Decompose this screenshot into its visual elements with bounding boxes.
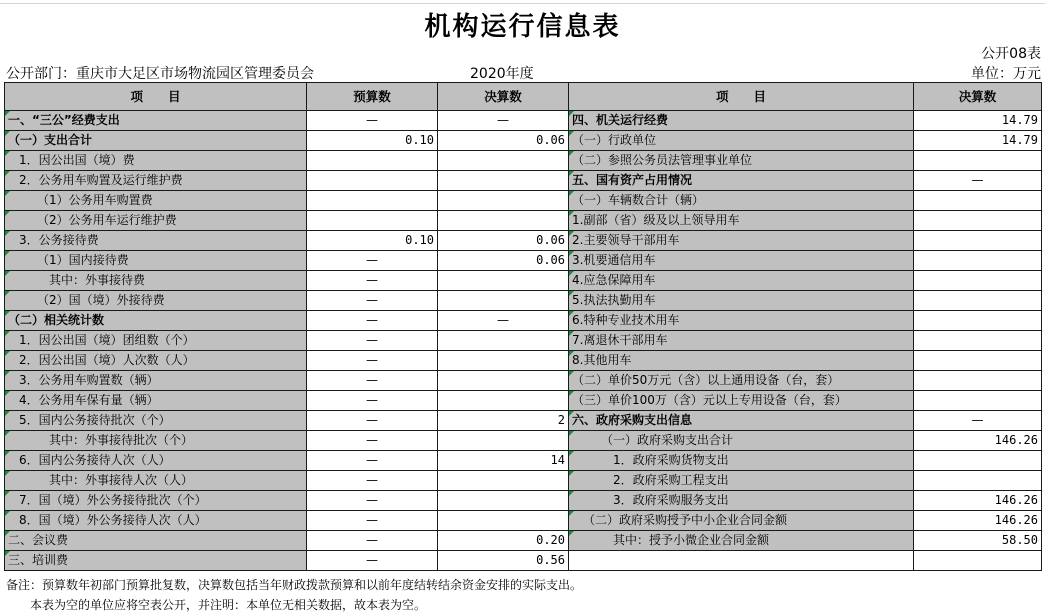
table-row	[5, 351, 1042, 371]
right-final-cell[interactable]	[914, 291, 1042, 311]
table-row	[5, 251, 1042, 271]
right-final-cell[interactable]: 14.79	[914, 131, 1042, 151]
table-row	[5, 471, 1042, 491]
info-table	[4, 82, 1042, 571]
form-number: 公开08表	[981, 46, 1041, 62]
budget-cell[interactable]: —	[307, 311, 438, 331]
final-cell[interactable]	[438, 191, 569, 211]
right-item-label[interactable]: （三）单价100万（含）元以上专用设备（台，套）	[569, 391, 914, 411]
left-item-label[interactable]: 其中：外事接待人次（人）	[5, 471, 307, 491]
table-row	[5, 131, 1042, 151]
right-final-cell[interactable]	[914, 331, 1042, 351]
right-item-label[interactable]: 四、机关运行经费	[569, 111, 914, 131]
table-row	[5, 231, 1042, 251]
left-item-label[interactable]: （2）公务用车运行维护费	[5, 211, 307, 231]
right-final-cell[interactable]	[914, 211, 1042, 231]
left-item-label[interactable]: 3．公务用车购置数（辆）	[5, 371, 307, 391]
left-item-label[interactable]: 7．国（境）外公务接待批次（个）	[5, 491, 307, 511]
final-cell[interactable]: 0.20	[438, 531, 569, 551]
final-cell[interactable]	[438, 331, 569, 351]
right-final-cell[interactable]	[914, 151, 1042, 171]
header-item-right[interactable]: 项 目	[569, 83, 914, 111]
right-final-cell[interactable]: 146.26	[914, 491, 1042, 511]
header-budget[interactable]: 预算数	[307, 83, 438, 111]
left-item-label[interactable]: 2．因公出国（境）人次数（人）	[5, 351, 307, 371]
right-item-label[interactable]: 7.离退休干部用车	[569, 331, 914, 351]
final-cell[interactable]	[438, 211, 569, 231]
final-cell[interactable]: 0.06	[438, 231, 569, 251]
budget-cell[interactable]: —	[307, 551, 438, 571]
unit-label: 单位：万元	[971, 66, 1041, 82]
right-item-label[interactable]: （二）单价50万元（含）以上通用设备（台，套）	[569, 371, 914, 391]
left-item-label[interactable]: 1．因公出国（境）团组数（个）	[5, 331, 307, 351]
final-cell[interactable]: 2	[438, 411, 569, 431]
table-row	[5, 511, 1042, 531]
table-row	[5, 391, 1042, 411]
right-item-label[interactable]: 2.主要领导干部用车	[569, 231, 914, 251]
budget-cell[interactable]: 0.10	[307, 231, 438, 251]
right-item-label[interactable]: 六、政府采购支出信息	[569, 411, 914, 431]
right-item-label[interactable]: 其中：授予小微企业合同金额	[569, 531, 914, 551]
left-item-label[interactable]: （2）国（境）外接待费	[5, 291, 307, 311]
right-final-cell[interactable]: 14.79	[914, 111, 1042, 131]
right-final-cell[interactable]	[914, 551, 1042, 571]
right-item-label[interactable]: 4.应急保障用车	[569, 271, 914, 291]
budget-cell[interactable]: —	[307, 491, 438, 511]
table-row	[5, 171, 1042, 191]
right-item-label[interactable]: 五、国有资产占用情况	[569, 171, 914, 191]
right-final-cell[interactable]	[914, 271, 1042, 291]
budget-cell[interactable]: —	[307, 331, 438, 351]
budget-cell[interactable]: —	[307, 351, 438, 371]
budget-cell[interactable]: —	[307, 111, 438, 131]
right-final-cell[interactable]	[914, 251, 1042, 271]
budget-cell[interactable]: —	[307, 511, 438, 531]
header-final-right[interactable]: 决算数	[914, 83, 1042, 111]
left-item-label[interactable]: 二、会议费	[5, 531, 307, 551]
right-final-cell[interactable]	[914, 471, 1042, 491]
budget-cell[interactable]: —	[307, 371, 438, 391]
table-row	[5, 291, 1042, 311]
final-cell[interactable]	[438, 431, 569, 451]
right-item-label[interactable]: 3．政府采购服务支出	[569, 491, 914, 511]
final-cell[interactable]	[438, 511, 569, 531]
final-cell[interactable]	[438, 491, 569, 511]
budget-cell[interactable]	[307, 171, 438, 191]
final-cell[interactable]	[438, 151, 569, 171]
left-item-label[interactable]: 6．国内公务接待人次（人）	[5, 451, 307, 471]
right-final-cell[interactable]	[914, 391, 1042, 411]
budget-cell[interactable]: —	[307, 531, 438, 551]
final-cell[interactable]	[438, 171, 569, 191]
note-line-1[interactable]: 备注：预算数年初部门预算批复数，决算数包括当年财政拨款预算和以前年度结转结余资金安排的实际支出。	[6, 578, 583, 592]
right-item-label[interactable]	[569, 551, 914, 571]
final-cell[interactable]: 0.56	[438, 551, 569, 571]
right-item-label[interactable]: （一）车辆数合计（辆）	[569, 191, 914, 211]
table-row	[5, 531, 1042, 551]
right-item-label[interactable]: 3.机要通信用车	[569, 251, 914, 271]
final-cell[interactable]	[438, 351, 569, 371]
header-final[interactable]: 决算数	[438, 83, 569, 111]
right-item-label[interactable]: 1．政府采购货物支出	[569, 451, 914, 471]
left-item-label[interactable]: 4．公务用车保有量（辆）	[5, 391, 307, 411]
left-item-label[interactable]: 其中：外事接待批次（个）	[5, 431, 307, 451]
table-row	[5, 411, 1042, 431]
table-row	[5, 551, 1042, 571]
table-header-row	[5, 83, 1042, 111]
left-item-label[interactable]: （1）公务用车购置费	[5, 191, 307, 211]
budget-cell[interactable]: —	[307, 291, 438, 311]
budget-cell[interactable]: —	[307, 251, 438, 271]
department-label: 公开部门：重庆市大足区市场物流园区管理委员会	[6, 66, 314, 82]
left-item-label[interactable]: 其中：外事接待费	[5, 271, 307, 291]
budget-cell[interactable]	[307, 211, 438, 231]
final-cell[interactable]	[438, 271, 569, 291]
final-cell[interactable]: 14	[438, 451, 569, 471]
final-cell[interactable]: —	[438, 311, 569, 331]
right-final-cell[interactable]	[914, 191, 1042, 211]
right-final-cell[interactable]	[914, 451, 1042, 471]
left-item-label[interactable]: 三、培训费	[5, 551, 307, 571]
right-final-cell[interactable]	[914, 231, 1042, 251]
right-item-label[interactable]: 6.特种专业技术用车	[569, 311, 914, 331]
right-final-cell[interactable]: —	[914, 171, 1042, 191]
right-final-cell[interactable]: 146.26	[914, 511, 1042, 531]
right-item-label[interactable]: （二）参照公务员法管理事业单位	[569, 151, 914, 171]
left-item-label[interactable]: 3．公务接待费	[5, 231, 307, 251]
final-cell[interactable]	[438, 371, 569, 391]
table-row	[5, 111, 1042, 131]
right-final-cell[interactable]	[914, 311, 1042, 331]
right-item-label[interactable]: 5.执法执勤用车	[569, 291, 914, 311]
right-final-cell[interactable]: —	[914, 411, 1042, 431]
right-item-label[interactable]: （一）政府采购支出合计	[569, 431, 914, 451]
budget-cell[interactable]	[307, 191, 438, 211]
left-item-label[interactable]: （一）支出合计	[5, 131, 307, 151]
notes-block	[6, 575, 582, 615]
left-item-label[interactable]: 8．国（境）外公务接待人次（人）	[5, 511, 307, 531]
right-item-label[interactable]: （二）政府采购授予中小企业合同金额	[569, 511, 914, 531]
table-row	[5, 151, 1042, 171]
budget-cell[interactable]: —	[307, 471, 438, 491]
page-title: 机构运行信息表	[424, 12, 621, 42]
right-final-cell[interactable]: 146.26	[914, 431, 1042, 451]
table-row	[5, 331, 1042, 351]
left-item-label[interactable]: 5．国内公务接待批次（个）	[5, 411, 307, 431]
year-label: 2020年度	[470, 66, 534, 82]
final-cell[interactable]: 0.06	[438, 251, 569, 271]
final-cell[interactable]	[438, 471, 569, 491]
table-row	[5, 371, 1042, 391]
table-row	[5, 191, 1042, 211]
final-cell[interactable]	[438, 391, 569, 411]
budget-cell[interactable]: —	[307, 411, 438, 431]
left-item-label[interactable]: 1．因公出国（境）费	[5, 151, 307, 171]
right-final-cell[interactable]	[914, 351, 1042, 371]
left-item-label[interactable]: 2．公务用车购置及运行维护费	[5, 171, 307, 191]
budget-cell[interactable]: 0.10	[307, 131, 438, 151]
note-line-2[interactable]: 本表为空的单位应将空表公开，并注明：本单位无相关数据，故本表为空。	[30, 598, 427, 612]
right-final-cell[interactable]	[914, 371, 1042, 391]
table-row	[5, 311, 1042, 331]
table-row	[5, 271, 1042, 291]
table-row	[5, 431, 1042, 451]
budget-cell[interactable]: —	[307, 451, 438, 471]
budget-cell[interactable]	[307, 151, 438, 171]
top-gridline	[0, 0, 1045, 4]
budget-cell[interactable]: —	[307, 391, 438, 411]
final-cell[interactable]: —	[438, 111, 569, 131]
right-item-label[interactable]: 2．政府采购工程支出	[569, 471, 914, 491]
header-item[interactable]: 项 目	[5, 83, 307, 111]
right-item-label[interactable]: 8.其他用车	[569, 351, 914, 371]
left-item-label[interactable]: 一、“三公”经费支出	[5, 111, 307, 131]
left-item-label[interactable]: （二）相关统计数	[5, 311, 307, 331]
left-item-label[interactable]: （1）国内接待费	[5, 251, 307, 271]
right-final-cell[interactable]: 58.50	[914, 531, 1042, 551]
table-row	[5, 491, 1042, 511]
final-cell[interactable]: 0.06	[438, 131, 569, 151]
budget-cell[interactable]: —	[307, 271, 438, 291]
table-row	[5, 211, 1042, 231]
right-item-label[interactable]: （一）行政单位	[569, 131, 914, 151]
budget-cell[interactable]: —	[307, 431, 438, 451]
right-item-label[interactable]: 1.副部（省）级及以上领导用车	[569, 211, 914, 231]
table-row	[5, 451, 1042, 471]
final-cell[interactable]	[438, 291, 569, 311]
